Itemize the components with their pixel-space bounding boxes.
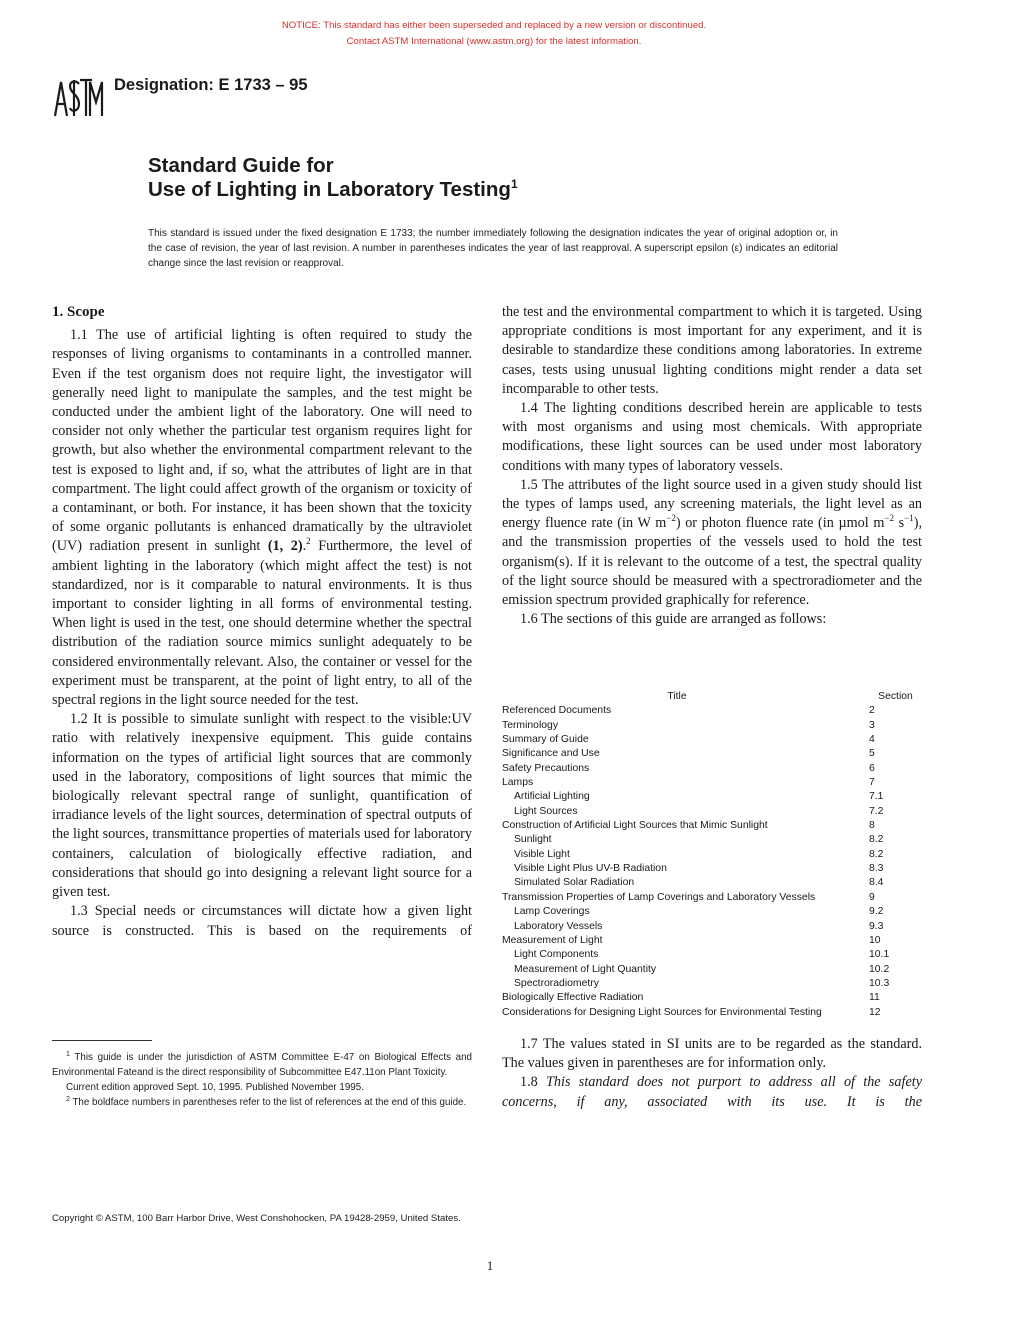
section-title: Significance and Use [502, 748, 600, 760]
title-line-2 [148, 178, 518, 202]
para-1-5 [502, 476, 922, 610]
sections-table-row [502, 991, 922, 1005]
designation: Designation: E 1733 – 95 [114, 76, 308, 94]
section-title: Laboratory Vessels [514, 920, 603, 932]
section-number: 8.3 [869, 863, 884, 875]
title-line-1: Standard Guide for [148, 154, 334, 177]
section-title: Sunlight [514, 834, 552, 846]
sections-table-row [502, 704, 922, 718]
para-1-3-continued: the test and the environmental compartment to which it is targeted. Using appropriate conditions is most important for any experiment, and it is desirable to standardize these conditions among laboratories. In extreme cases, tests using unusual lighting conditions might render a data set incomparable to other tests. [502, 304, 922, 397]
section-number: 6 [869, 762, 875, 774]
para-1-8 [502, 1073, 922, 1111]
section-title: Terminology [502, 719, 559, 731]
astm-logo-icon [52, 76, 104, 118]
para-1-3: 1.3 Special needs or circumstances will dictate how a given light source is constructed. This is based on the requirements of [52, 903, 472, 939]
section-title: Considerations for Designing Light Sources for Environmental Testing [502, 1006, 822, 1018]
para-1-5-exp-1: −2 [666, 513, 676, 524]
section-title: Lamp Coverings [514, 906, 590, 918]
footnote-rule [52, 1040, 152, 1041]
sections-table-row [502, 833, 922, 847]
sections-table-row [502, 1006, 922, 1020]
section-title: Light Sources [514, 805, 578, 817]
section-number: 4 [869, 734, 875, 746]
sections-table-row [502, 848, 922, 862]
footnote-1-mark: 1 [66, 1051, 70, 1058]
para-1-5-a: 1.5 The attributes of the light source used in a given study should list the types of lamps used, any screening materials, the light level as an energy fluence rate (in W m [502, 476, 922, 532]
section-title: Summary of Guide [502, 734, 589, 746]
footnote-2 [52, 1095, 472, 1110]
left-column [52, 303, 472, 941]
para-1-4: 1.4 The lighting conditions described herein are applicable to tests with most organisms and using most chemicals. With appropriate modifications, these light sources can be used under most laboratory conditions with many types of laboratory vessels. [502, 400, 922, 474]
notice-line-2: Contact ASTM International (www.astm.org) for the latest information. [346, 36, 642, 47]
section-number: 9.3 [869, 920, 884, 932]
section-number: 7.2 [869, 805, 884, 817]
issued-statement: This standard is issued under the fixed designation E 1733; the number immediately following the designation indicates the year of original adoption or, in the case of revision, the year of last revision. A number in parentheses indicates the year of last reapproval. A superscript epsilon (ε) indicates an editorial change since the last revision or reapproval. [148, 228, 838, 269]
section-title: Spectroradiometry [514, 977, 599, 989]
para-1-1-text-b: Furthermore, the level of ambient lighting in the laboratory (which might affect the test) is not standardized, nor is it comparable to natural environments. It is thus important to consider lighting in all forms of environmental testing. When light is used in the test, one should determine whether the spectral distribution of the radiation source mimics sunlight adequately to be considered environmentally relevant. Also, the container or vessel for the experiment must be transparent, at the point of light entry, to all of the spectral regions in the light source needed for the test. [52, 538, 473, 709]
section-number: 2 [869, 705, 875, 717]
section-number: 8.2 [869, 848, 884, 860]
section-number: 10 [869, 934, 881, 946]
sections-table-row [502, 948, 922, 962]
right-column-bottom [502, 1035, 922, 1112]
sections-table-row [502, 876, 922, 890]
footnote-2-note-mark: 2 [66, 1096, 70, 1103]
section-number: 9 [869, 891, 875, 903]
para-1-1 [52, 326, 472, 710]
sections-table-row [502, 747, 922, 761]
section-number: 10.1 [869, 949, 890, 961]
scope-heading: 1. Scope [52, 304, 105, 320]
section-number: 7 [869, 777, 875, 789]
sections-table-row [502, 819, 922, 833]
section-number: 9.2 [869, 906, 884, 918]
sections-table-row [502, 905, 922, 919]
copyright: Copyright © ASTM, 100 Barr Harbor Drive, West Conshohocken, PA 19428-2959, United States. [52, 1213, 461, 1224]
title-line-2-text: Use of Lighting in Laboratory Testing [148, 178, 511, 201]
footnote-1 [52, 1050, 472, 1080]
sections-table [502, 690, 922, 1020]
para-1-5-d: ), and the transmission properties of the vessels used to hold the test organism(s). If it is relevant to the outcome of a test, the spectral quality of the light source should be measured with a spectroradiometer and the emission spectrum provided graphically for reference. [502, 515, 922, 609]
sections-table-row [502, 790, 922, 804]
section-title: Simulated Solar Radiation [514, 877, 635, 889]
section-title: Safety Precautions [502, 762, 590, 774]
para-1-6: 1.6 The sections of this guide are arranged as follows: [520, 611, 827, 628]
section-title: Transmission Properties of Lamp Coverings and Laboratory Vessels [502, 891, 816, 903]
footnote-2-mark: 2 [306, 536, 311, 547]
sections-table-row [502, 862, 922, 876]
para-1-8-text: This standard does not purport to address all of the safety concerns, if any, associated with its use. It is the [502, 1074, 922, 1110]
sections-table-row [502, 762, 922, 776]
section-title: Measurement of Light [502, 934, 603, 946]
footnote-1-edition: Current edition approved Sept. 10, 1995. Published November 1995. [66, 1082, 364, 1093]
para-1-1-text-a: 1.1 The use of artificial lighting is often required to study the responses of living organisms to contaminants in a controlled manner. Even if the test organism does not require light, the investigator will generally need light to manipulate the samples, and the test might be conducted under the ambient light of the laboratory. One will need to consider not only whether the particular test organism requires light for growth, but also whether the environmental compartment relevant to the test is exposed to light and, if so, what the attributes of light are in that compartment. The light could affect growth of the organism or toxicity of a contaminant, or both. For instance, it has been shown that the toxicity of some organic pollutants is enhanced dramatically by the ultraviolet (UV) radiation present in sunlight [52, 327, 472, 555]
section-title: Measurement of Light Quantity [514, 963, 657, 975]
sections-table-header [502, 690, 922, 704]
sections-table-row [502, 891, 922, 905]
para-1-1-dot: . [302, 538, 307, 555]
sections-table-row [502, 934, 922, 948]
section-number: 8 [869, 820, 875, 832]
section-number: 5 [869, 748, 875, 760]
section-title: Visible Light [514, 848, 570, 860]
sections-table-row [502, 733, 922, 747]
section-number: 8.2 [869, 834, 884, 846]
sections-table-row [502, 805, 922, 819]
section-title: Construction of Artificial Light Sources that Mimic Sunlight [502, 820, 768, 832]
section-number: 8.4 [869, 877, 884, 889]
section-number: 12 [869, 1006, 881, 1018]
para-1-2: 1.2 It is possible to simulate sunlight with respect to the visible:UV ratio with relatively inexpensive equipment. This guide contains information on the types of artificial light sources that are commonly used in the laboratory, compositions of light sources that mimic the biologically relevant spectral range of sunlight, quantification of irradiance levels of the light sources, determination of spectral outputs of the light sources, transmittance properties of materials used for laboratory containers, calculation of biologically effective radiation, and considerations that should go into designing a relevant light source for a given test. [52, 711, 472, 901]
section-title: Lamps [502, 777, 534, 789]
para-1-5-b: ) or photon fluence rate (in µmol m [675, 515, 885, 532]
para-1-1-ref: (1, 2) [267, 538, 303, 555]
section-title: Referenced Documents [502, 705, 612, 717]
sections-table-row [502, 776, 922, 790]
section-number: 10.3 [869, 977, 890, 989]
page-number: 1 [486, 1258, 494, 1273]
sections-header-section: Section [878, 691, 913, 702]
section-title: Artificial Lighting [514, 791, 590, 803]
footnote-2-text: The boldface numbers in parentheses refer to the list of references at the end of this guide. [69, 1097, 467, 1108]
sections-table-row [502, 977, 922, 991]
para-1-7: 1.7 The values stated in SI units are to be regarded as the standard. The values given in parentheses are for information only. [502, 1036, 922, 1072]
sections-table-row [502, 963, 922, 977]
section-title: Biologically Effective Radiation [502, 992, 644, 1004]
para-1-8-num: 1.8 [520, 1074, 538, 1091]
section-number: 11 [869, 992, 880, 1004]
sections-table-row [502, 719, 922, 733]
sections-table-body [502, 704, 922, 1020]
footnote-1-text: This guide is under the jurisdiction of ASTM Committee E-47 on Biological Effects and Environmental Fateand is the direct responsibility of Subcommittee E47.11on Plant Toxicity. [52, 1052, 472, 1078]
title-footnote-mark: 1 [510, 177, 518, 191]
section-number: 3 [869, 719, 875, 731]
notice-line-1: NOTICE: This standard has either been superseded and replaced by a new version or discontinued. [281, 20, 707, 31]
section-title: Visible Light Plus UV-B Radiation [514, 863, 667, 875]
para-1-5-c: s [893, 515, 905, 532]
section-number: 7.1 [869, 791, 884, 803]
sections-header-title: Title [667, 691, 687, 702]
section-title: Light Components [514, 949, 599, 961]
para-1-5-exp-3: −1 [904, 513, 914, 524]
para-1-5-exp-2: −2 [884, 513, 894, 524]
sections-table-row [502, 920, 922, 934]
section-number: 10.2 [869, 963, 890, 975]
footnotes [52, 1050, 472, 1110]
right-column [502, 303, 922, 629]
